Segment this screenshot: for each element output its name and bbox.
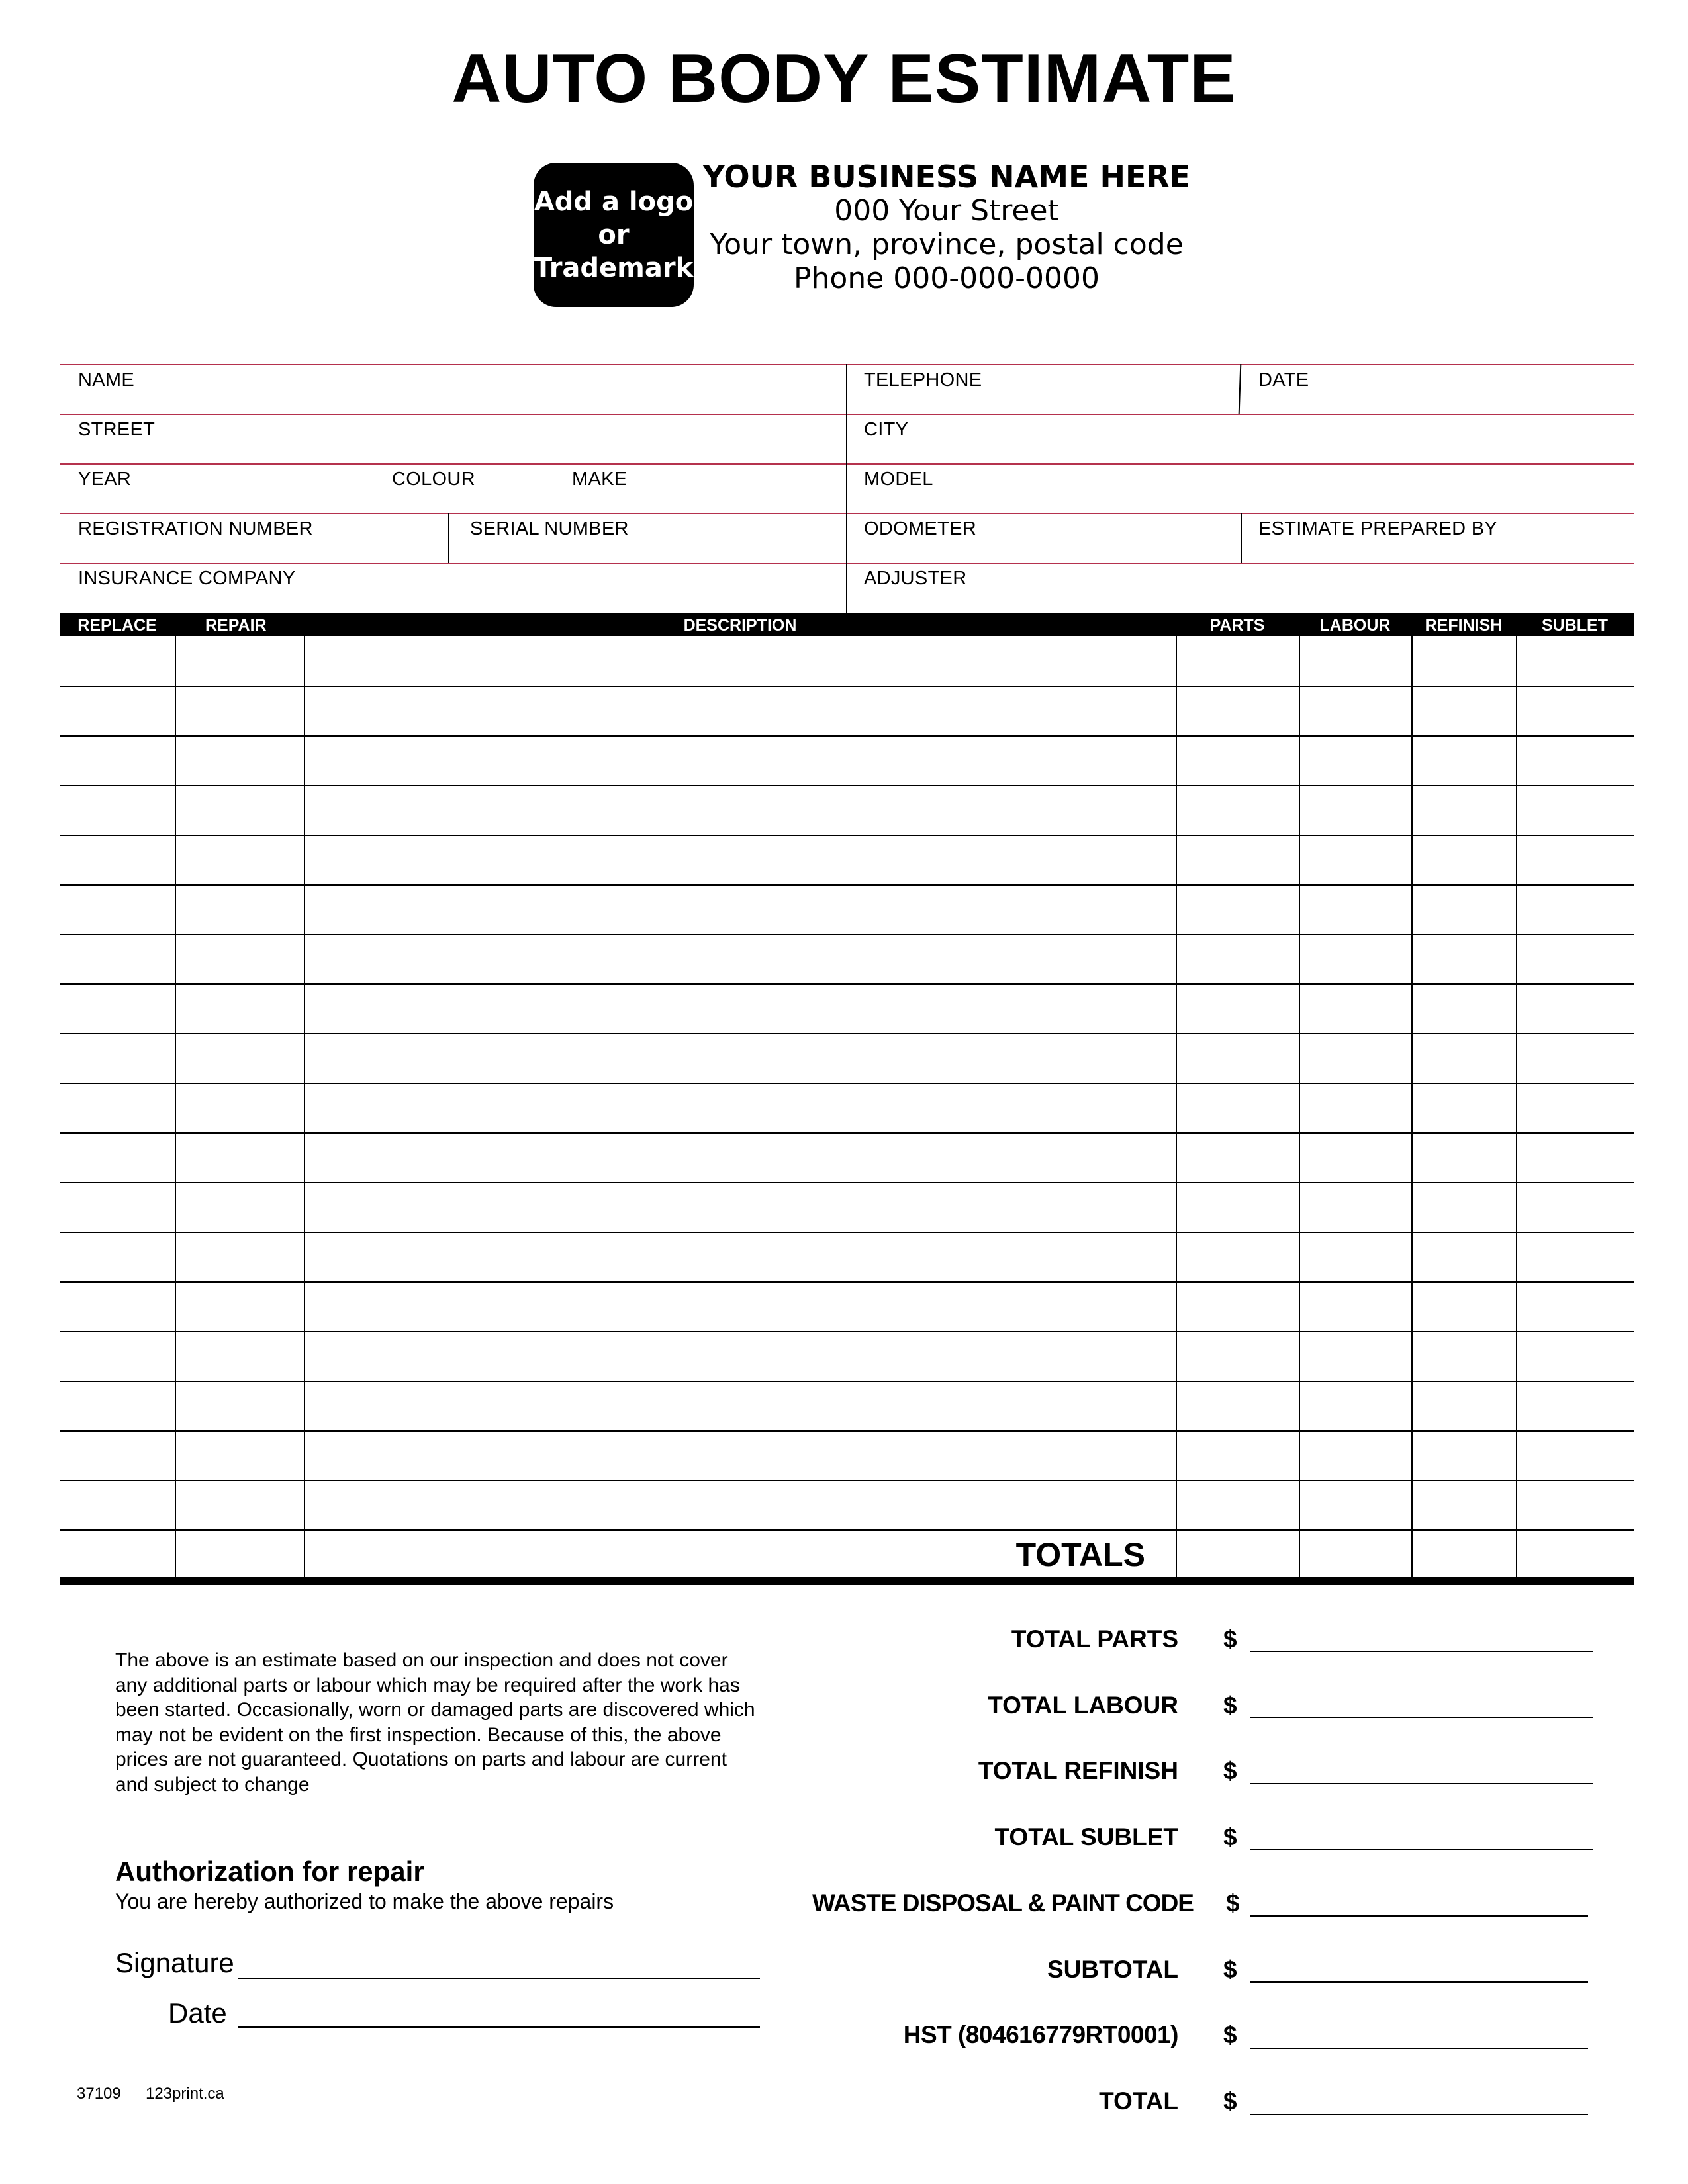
total-sublet-label: TOTAL SUBLET	[994, 1823, 1178, 1850]
total-sublet-line[interactable]	[1250, 1849, 1593, 1850]
currency-symbol: $	[1223, 1956, 1237, 1983]
total-label: TOTAL	[1099, 2087, 1178, 2115]
table-column-divider	[1411, 636, 1413, 1577]
total-line[interactable]	[1250, 2114, 1588, 2115]
table-row[interactable]	[60, 884, 1634, 886]
table-row[interactable]	[60, 934, 1634, 935]
disclaimer-line: any additional parts or labour which may be required after the work has	[115, 1674, 740, 1696]
info-column-divider	[846, 364, 847, 613]
estimate-prepared-by-field[interactable]: ESTIMATE PREPARED BY	[1258, 518, 1498, 539]
business-name: YOUR BUSINESS NAME HERE	[702, 159, 1191, 195]
table-row[interactable]	[60, 835, 1634, 836]
table-row[interactable]	[60, 1381, 1634, 1382]
info-column-divider	[1241, 513, 1242, 563]
total-refinish-label: TOTAL REFINISH	[978, 1757, 1178, 1784]
page-title: AUTO BODY ESTIMATE	[451, 40, 1237, 117]
currency-symbol: $	[1223, 2021, 1237, 2048]
table-column-divider	[304, 636, 305, 1577]
hst-line[interactable]	[1250, 2048, 1588, 2049]
table-row[interactable]	[60, 1281, 1634, 1283]
business-street: 000 Your Street	[834, 194, 1059, 228]
currency-symbol: $	[1223, 1692, 1237, 1719]
column-header-labour: LABOUR	[1319, 616, 1391, 635]
total-parts-label: TOTAL PARTS	[1011, 1625, 1178, 1653]
hst-label: HST (804616779RT0001)	[903, 2021, 1178, 2048]
disclaimer-line: may not be evident on the first inspection. Because of this, the above	[115, 1723, 722, 1746]
table-column-divider	[175, 636, 176, 1577]
logo-line-2: or	[598, 220, 630, 250]
form-code: 37109	[77, 2085, 121, 2103]
subtotal-label: SUBTOTAL	[1047, 1956, 1178, 1983]
authorization-subtitle: You are hereby authorized to make the above repairs	[115, 1889, 614, 1913]
date-field[interactable]: DATE	[1258, 369, 1309, 390]
table-row[interactable]	[60, 1480, 1634, 1481]
table-row[interactable]	[60, 735, 1634, 737]
subtotal-line[interactable]	[1250, 1981, 1588, 1983]
signature-line[interactable]	[238, 1978, 760, 1979]
logo-placeholder	[534, 163, 694, 307]
total-refinish-line[interactable]	[1250, 1783, 1593, 1784]
business-town: Your town, province, postal code	[710, 228, 1184, 261]
waste-disposal-line[interactable]	[1250, 1915, 1588, 1917]
column-header-sublet: SUBLET	[1542, 616, 1608, 635]
table-row[interactable]	[60, 1529, 1634, 1531]
city-field[interactable]: CITY	[864, 419, 909, 440]
colour-field[interactable]: COLOUR	[392, 469, 475, 490]
currency-symbol: $	[1223, 2087, 1237, 2115]
table-row[interactable]	[60, 1132, 1634, 1134]
disclaimer-line: The above is an estimate based on our inspection and does not cover	[115, 1649, 728, 1671]
date-label: Date	[168, 1997, 227, 2028]
total-parts-line[interactable]	[1250, 1651, 1593, 1652]
date-line[interactable]	[238, 2026, 760, 2028]
column-header-replace: REPLACE	[77, 616, 157, 635]
totals-label: TOTALS	[1015, 1536, 1145, 1573]
table-row[interactable]	[60, 1331, 1634, 1332]
name-field[interactable]: NAME	[78, 369, 134, 390]
table-column-divider	[1299, 636, 1300, 1577]
total-labour-label: TOTAL LABOUR	[988, 1692, 1178, 1719]
logo-line-1: Add a logo	[534, 187, 694, 217]
table-row[interactable]	[60, 686, 1634, 687]
info-column-divider	[1239, 364, 1242, 414]
make-field[interactable]: MAKE	[572, 469, 628, 490]
disclaimer-line: and subject to change	[115, 1773, 310, 1796]
table-column-divider	[1176, 636, 1177, 1577]
table-row[interactable]	[60, 1033, 1634, 1034]
signature-label: Signature	[115, 1947, 234, 1978]
currency-symbol: $	[1223, 1625, 1237, 1653]
model-field[interactable]: MODEL	[864, 469, 933, 490]
disclaimer-text	[115, 1648, 790, 1797]
table-row[interactable]	[60, 1182, 1634, 1183]
table-row[interactable]	[60, 1083, 1634, 1084]
total-labour-line[interactable]	[1250, 1717, 1593, 1718]
disclaimer-line: been started. Occasionally, worn or damaged parts are discovered which	[115, 1699, 755, 1721]
currency-symbol: $	[1223, 1823, 1237, 1850]
table-column-divider	[1516, 636, 1517, 1577]
column-header-refinish: REFINISH	[1425, 616, 1503, 635]
registration-number-field[interactable]: REGISTRATION NUMBER	[78, 518, 313, 539]
authorization-title: Authorization for repair	[115, 1856, 424, 1887]
business-info	[702, 160, 1192, 295]
currency-symbol: $	[1223, 1757, 1237, 1784]
info-column-divider	[448, 513, 449, 563]
currency-symbol: $	[1226, 1889, 1240, 1917]
adjuster-field[interactable]: ADJUSTER	[864, 568, 967, 589]
insurance-company-field[interactable]: INSURANCE COMPANY	[78, 568, 296, 589]
odometer-field[interactable]: ODOMETER	[864, 518, 976, 539]
table-bottom-rule	[60, 1577, 1634, 1585]
table-row[interactable]	[60, 1430, 1634, 1432]
table-row[interactable]	[60, 785, 1634, 786]
serial-number-field[interactable]: SERIAL NUMBER	[470, 518, 629, 539]
table-row[interactable]	[60, 1232, 1634, 1233]
business-phone: Phone 000-000-0000	[794, 261, 1100, 295]
column-header-description: DESCRIPTION	[683, 616, 797, 635]
street-field[interactable]: STREET	[78, 419, 156, 440]
telephone-field[interactable]: TELEPHONE	[864, 369, 982, 390]
year-field[interactable]: YEAR	[78, 469, 132, 490]
disclaimer-line: prices are not guaranteed. Quotations on parts and labour are current	[115, 1749, 727, 1770]
column-header-repair: REPAIR	[205, 616, 267, 635]
column-header-parts: PARTS	[1209, 616, 1265, 635]
table-row[interactable]	[60, 983, 1634, 985]
website-text: 123print.ca	[146, 2085, 224, 2103]
waste-disposal-label: WASTE DISPOSAL & PAINT CODE	[812, 1889, 1194, 1917]
logo-line-3: Trademark	[534, 253, 694, 283]
